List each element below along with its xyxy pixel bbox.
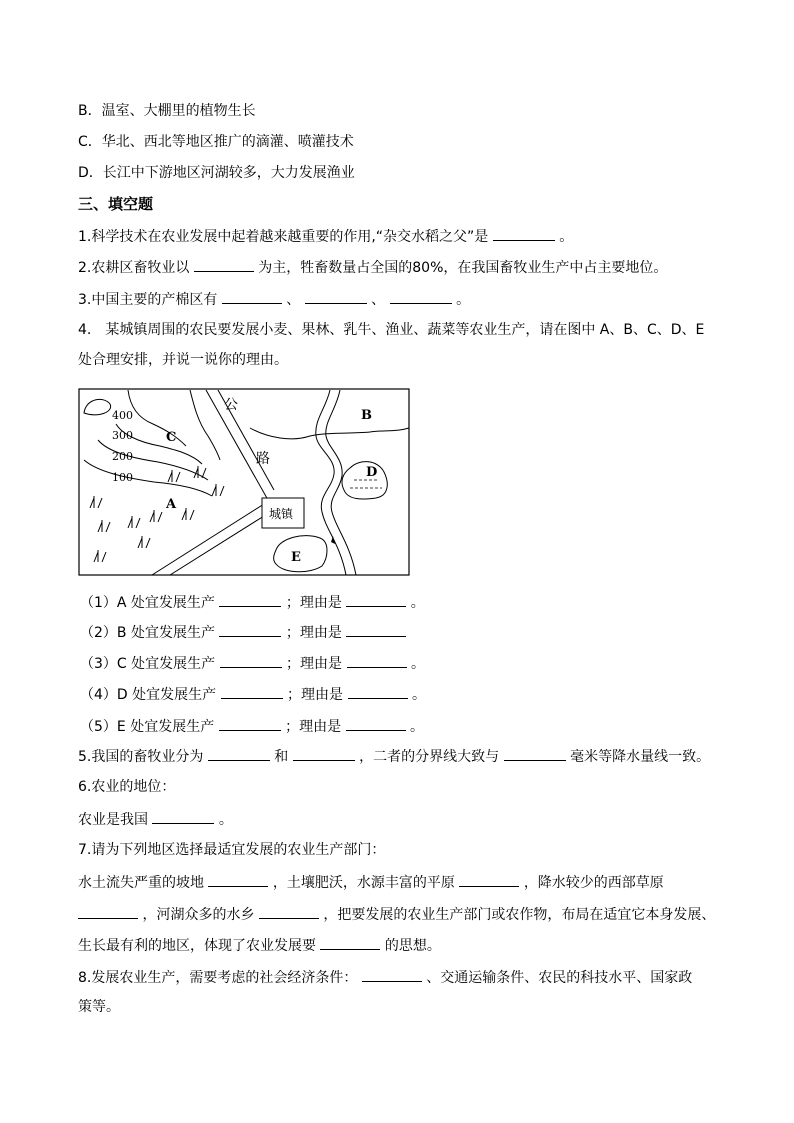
answer-blank[interactable] (208, 871, 268, 887)
map-label-b: B (361, 408, 372, 423)
q7-text: 生长最有利的地区，体现了农业发展要 (78, 938, 316, 954)
road-label: 路 (256, 451, 270, 467)
section-title: 三、填空题 (78, 195, 154, 213)
question-7-line2 (78, 903, 715, 925)
question-7-line1 (78, 871, 664, 893)
sub-question-3 (80, 652, 425, 674)
sub-question-prefix: （4）D 处宜发展生产 (80, 687, 217, 703)
question-4-line1: 4. 某城镇周围的农民要发展小麦、果林、乳牛、渔业、蔬菜等农业生产，请在图中 A、B、C、D、E (78, 322, 705, 338)
q2-end: 为主，牲畜数量占全国的80%，在我国畜牧业生产中占主要地位。 (258, 260, 668, 276)
sub-question-end: 。 (410, 656, 425, 672)
contour-label: 200 (112, 450, 133, 463)
sub-question-2 (80, 621, 406, 643)
q7-text: 的思想。 (384, 938, 441, 954)
answer-blank[interactable] (346, 621, 406, 637)
question-6-title: 6.农业的地位： (78, 779, 176, 795)
question-4-line2: 处合理安排，并说一说你的理由。 (78, 352, 288, 368)
map-label-e: E (291, 550, 301, 565)
q6-end: 。 (218, 812, 233, 828)
sub-question-5 (80, 715, 424, 737)
answer-blank[interactable] (220, 652, 282, 668)
q5-end: 毫米等降水量线一致。 (570, 749, 711, 765)
answer-blank[interactable] (152, 808, 214, 824)
q7-text: 水土流失严重的坡地 (78, 875, 204, 891)
sub-question-prefix: （3）C 处宜发展生产 (80, 656, 216, 672)
q3-text: 3.中国主要的产棉区有 (78, 292, 218, 308)
q7-text: ，土壤肥沃，水源丰富的平原 (272, 875, 455, 891)
q3-end: 。 (456, 292, 471, 308)
answer-blank[interactable] (493, 225, 555, 241)
answer-blank[interactable] (346, 591, 406, 607)
answer-blank[interactable] (194, 256, 254, 272)
q7-text: ，降水较少的西部草原 (523, 875, 664, 891)
answer-blank[interactable] (347, 652, 407, 668)
map-label-a: A (166, 497, 177, 512)
answer-blank[interactable] (390, 288, 452, 304)
answer-blank[interactable] (346, 715, 406, 731)
q8-text: 8.发展农业生产，需要考虑的社会经济条件： (78, 970, 358, 986)
answer-blank[interactable] (208, 745, 270, 761)
answer-blank[interactable] (362, 966, 422, 982)
q3-sep: 、 (371, 292, 386, 308)
sub-question-mid: ；理由是 (285, 625, 342, 641)
answer-blank[interactable] (222, 288, 282, 304)
q6-text: 农业是我国 (78, 812, 148, 828)
q7-text: ，把要发展的农业生产部门或农作物，布局在适宜它本身发展、 (323, 907, 716, 923)
sub-question-end: 。 (410, 719, 425, 735)
sub-question-mid: ；理由是 (285, 595, 342, 611)
answer-blank[interactable] (78, 903, 138, 919)
answer-blank[interactable] (348, 683, 408, 699)
q5-text: 5.我国的畜牧业分为 (78, 749, 204, 765)
map-label-c: C (166, 430, 177, 445)
answer-blank[interactable] (219, 621, 281, 637)
q1-end: 。 (559, 229, 574, 245)
answer-blank[interactable] (504, 745, 566, 761)
answer-blank[interactable] (221, 683, 283, 699)
question-7-line3 (78, 934, 441, 956)
contour-label: 100 (112, 471, 133, 484)
map-label-d: D (366, 465, 378, 480)
sub-question-prefix: （2）B 处宜发展生产 (80, 625, 215, 641)
option-d: D．长江中下游地区河湖较多，大力发展渔业 (78, 165, 355, 181)
answer-blank[interactable] (320, 934, 380, 950)
option-b: B．温室、大棚里的植物生长 (78, 103, 256, 119)
sub-question-prefix: （1）A 处宜发展生产 (80, 595, 215, 611)
question-5 (78, 745, 710, 767)
town-label: 城镇 (269, 507, 294, 521)
option-c: C．华北、西北等地区推广的滴灌、喷灌技术 (78, 134, 354, 150)
contour-label: 400 (112, 409, 133, 422)
answer-blank[interactable] (219, 715, 281, 731)
answer-blank[interactable] (305, 288, 367, 304)
sub-question-1 (80, 591, 425, 613)
q7-text: ，河湖众多的水乡 (142, 907, 255, 923)
answer-blank[interactable] (219, 591, 281, 607)
sub-question-prefix: （5）E 处宜发展生产 (80, 719, 215, 735)
q1-text: 1.科学技术在农业发展中起着越来越重要的作用,“杂交水稻之父”是 (78, 229, 489, 245)
farm-layout-map (78, 388, 410, 576)
sub-question-4 (80, 683, 426, 705)
question-6 (78, 808, 233, 830)
road-label: 公 (224, 397, 238, 413)
sub-question-end: 。 (410, 595, 425, 611)
sub-question-end: 。 (411, 687, 426, 703)
q8-text: 、交通运输条件、农民的科技水平、国家政 (426, 970, 693, 986)
q3-sep: 、 (286, 292, 301, 308)
question-8-line1 (78, 966, 692, 988)
answer-blank[interactable] (293, 745, 355, 761)
question-7-title: 7.请为下列地区选择最适宜发展的农业生产部门： (78, 842, 386, 858)
sub-question-mid: ；理由是 (286, 656, 343, 672)
q2-text: 2.农耕区畜牧业以 (78, 260, 190, 276)
answer-blank[interactable] (259, 903, 319, 919)
question-8-line2: 策等。 (78, 999, 120, 1015)
contour-label: 300 (112, 429, 133, 442)
q5-mid: 和 (274, 749, 289, 765)
answer-blank[interactable] (459, 871, 519, 887)
q5-mid: ，二者的分界线大致与 (359, 749, 500, 765)
sub-question-mid: ；理由是 (285, 719, 342, 735)
question-2 (78, 256, 667, 278)
question-1 (78, 225, 573, 247)
sub-question-mid: ；理由是 (287, 687, 344, 703)
question-3 (78, 288, 470, 310)
